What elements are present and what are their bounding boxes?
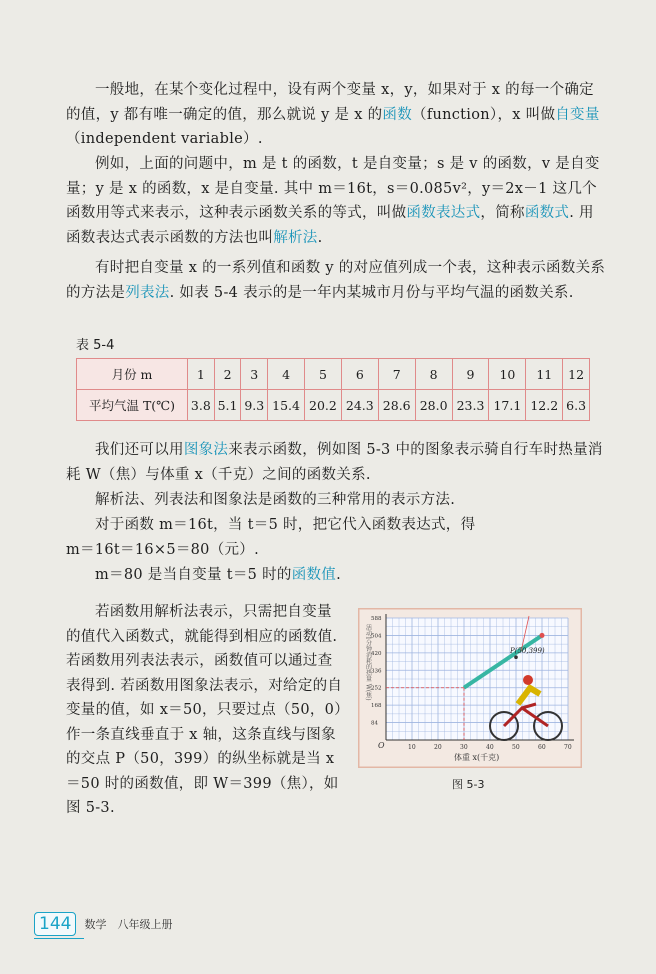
text-run: .: [336, 567, 342, 583]
table-cell: 7: [378, 359, 415, 390]
table-cell: 12: [563, 359, 590, 390]
equation-m: [66, 538, 606, 563]
origin-label: O: [378, 741, 385, 750]
text-run: m＝80 是当自变量 t＝5 时的: [95, 567, 292, 583]
paragraph-function-definition: [66, 78, 606, 152]
table-cell: 23.3: [452, 390, 489, 421]
book-title: 数学 八年级上册: [84, 918, 173, 931]
table-row-month: [77, 359, 590, 390]
table-cell: 3.8: [188, 390, 215, 421]
table-cell: 6: [341, 359, 378, 390]
key-term: 解析法: [273, 229, 318, 246]
key-term: 自变量: [555, 106, 600, 123]
footer-rule: [34, 938, 84, 939]
text-run: .: [317, 229, 323, 246]
y-tick-label: 504: [371, 633, 382, 640]
table-cell: 6.3: [563, 390, 590, 421]
paragraph-graph-method: [66, 438, 606, 487]
table-caption: 表 5-4: [76, 338, 115, 353]
table-cell: 5.1: [214, 390, 241, 421]
key-term: 函数: [382, 106, 413, 123]
end-point: [540, 633, 545, 638]
text-run: （independent variable）.: [66, 131, 263, 147]
y-axis-label: 活动1分钟消耗的热量 W(焦): [364, 624, 372, 701]
table-cell: 17.1: [489, 390, 526, 421]
text-run: . 如表 5-4 表示的是一年内某城市月份与平均气温的函数关系.: [169, 284, 574, 301]
paragraph-examples: [66, 152, 606, 250]
point-p: [514, 655, 518, 659]
text-run: 对于函数 m＝16t，当 t＝5 时，把它代入函数表达式，得: [95, 517, 476, 533]
text-run: （function），x 叫做: [412, 106, 556, 123]
table-cell: 10: [489, 359, 526, 390]
temperature-table: [76, 358, 590, 421]
table-cell: 11: [526, 359, 563, 390]
table-cell: 28.0: [415, 390, 452, 421]
key-term: 函数表达式: [406, 205, 481, 221]
x-tick-label: 20: [434, 744, 442, 751]
x-tick-label: 60: [538, 744, 546, 751]
table-cell: 20.2: [305, 390, 342, 421]
text-run: 一般地，在某个变化过程中，设有两个变量 x，y，如果对于 x 的每一个确定的值，y 都有唯一确定的值，那么就说 y 是 x 的: [66, 82, 594, 123]
text-run: 有时把自变量 x 的一系列值和函数 y 的对应值列成一个表，这种表示函数关系的方法是: [66, 260, 606, 301]
x-tick-label: 30: [460, 744, 468, 751]
paragraph-substitution: [66, 513, 606, 538]
table-header-month: 月份 m: [77, 359, 188, 390]
text-run: 解析法、列表法和图象法是函数的三种常用的表示方法.: [95, 492, 456, 508]
key-term: 图象法: [183, 442, 229, 458]
table-cell: 28.6: [378, 390, 415, 421]
y-tick-label: 588: [371, 616, 382, 622]
x-tick-label: 10: [408, 744, 416, 751]
x-tick-label: 50: [512, 744, 520, 751]
text-run: m＝16t＝16×5＝80（元）.: [66, 542, 260, 558]
table-cell: 12.2: [526, 390, 563, 421]
y-tick-label: 84: [371, 720, 378, 727]
text-run: 若函数用解析法表示，只需把自变量的值代入函数式，就能得到相应的函数值. 若函数用列表法表示，函数值可以通过查表得到. 若函数用图象法表示，对给定的自变量的值，如 x＝50，只要过点（50，0）作一条直线垂直于 x 轴，这条直线与图象的交点 P（50，399）的纵坐标就是当 x＝50 时的函数值，即 W＝399（焦），如图 5-3.: [66, 604, 343, 816]
table-cell: 1: [188, 359, 215, 390]
table-row-temperature: [77, 390, 590, 421]
table-cell: 15.4: [268, 390, 305, 421]
key-term: 函数式: [524, 205, 570, 221]
x-tick-label: 40: [486, 744, 494, 751]
table-cell: 3: [241, 359, 268, 390]
y-tick-label: 252: [371, 685, 382, 692]
page-footer: [34, 911, 172, 937]
table-cell: 5: [305, 359, 342, 390]
figure-caption: 图 5-3: [452, 778, 485, 791]
paragraph-table-method: [66, 256, 606, 305]
paragraph-three-methods: [66, 488, 606, 513]
text-run: . 用函数表达式表示函数的方法也叫: [66, 205, 594, 246]
key-term: 列表法: [125, 284, 170, 301]
paragraph-function-value: [66, 563, 606, 588]
table-cell: 9.3: [241, 390, 268, 421]
point-p-label: P(50,399): [510, 647, 545, 656]
text-run: 我们还可以用: [95, 442, 184, 458]
table-cell: 8: [415, 359, 452, 390]
x-tick-label: 70: [564, 744, 572, 751]
table-header-temperature: 平均气温 T(℃): [77, 390, 188, 421]
y-tick-label: 336: [371, 668, 382, 675]
page-number: 144: [34, 912, 76, 936]
text-run: 来表示函数，例如图 5-3 中的图象表示骑自行车时热量消耗 W（焦）与体重 x（千克）之间的函数关系.: [66, 442, 603, 483]
table-cell: 4: [268, 359, 305, 390]
x-axis-label: 体重 x(千克): [454, 753, 500, 762]
paragraph-evaluation: [66, 600, 346, 821]
text-run: 例如，上面的问题中，m 是 t 的函数，t 是自变量；s 是 v 的函数，v 是自变量；y 是 x 的函数，x 是自变量. 其中 m＝16t，s＝0.085v²，y＝2x－1 这几个函数用等式来表示，这种表示函数关系的等式，叫做: [66, 156, 600, 221]
y-tick-label: 168: [371, 703, 382, 710]
table-cell: 2: [214, 359, 241, 390]
table-cell: 24.3: [341, 390, 378, 421]
y-tick-label: 420: [371, 650, 382, 657]
table-cell: 9: [452, 359, 489, 390]
key-term: 函数值: [291, 567, 337, 583]
text-run: ，简称: [480, 205, 525, 221]
figure-5-3: [358, 608, 582, 768]
